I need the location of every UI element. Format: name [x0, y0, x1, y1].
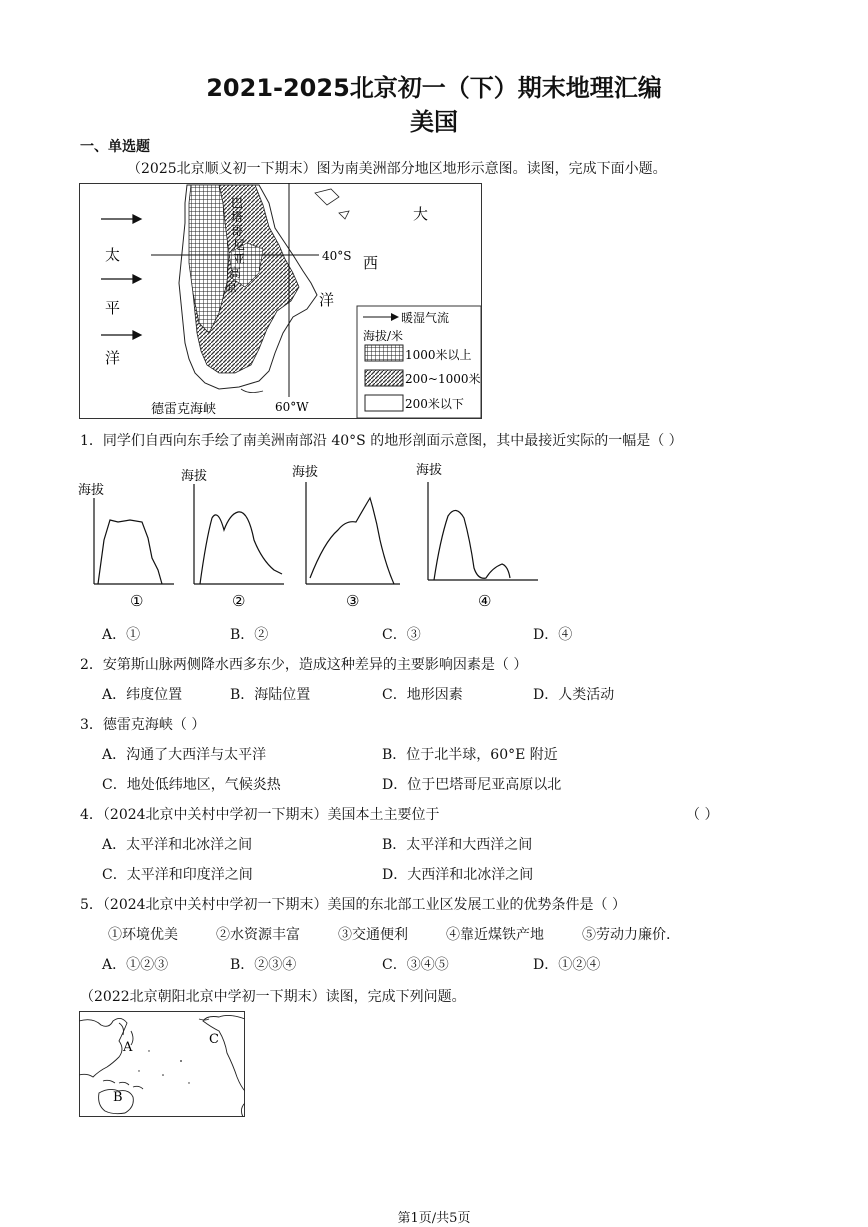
- profile-1-axis: 海拔: [78, 483, 105, 498]
- q3-option-c[interactable]: C．地处低纬地区，气候炎热: [102, 777, 281, 793]
- doc-subtitle: 美国: [410, 108, 458, 136]
- q5-condition-5: ⑤劳动力廉价.: [582, 927, 671, 943]
- pacific-char-1: 太: [105, 246, 121, 264]
- profile-3-axis: 海拔: [292, 465, 319, 480]
- q4-stem: 4．（2024北京中关村中学初一下期末）美国本土主要位于: [80, 807, 440, 823]
- q2-option-a[interactable]: A．纬度位置: [102, 687, 183, 703]
- profile-2-axis: 海拔: [181, 469, 208, 484]
- map2-label-b: B: [113, 1090, 123, 1105]
- profile-1-num: ①: [130, 592, 144, 610]
- legend-flow: 暖湿气流: [401, 311, 450, 325]
- legend-item-mid: 200~1000米: [405, 372, 481, 386]
- profile-1: [94, 498, 174, 584]
- legend-heading: 海拔/米: [363, 329, 404, 343]
- q3-option-b[interactable]: B．位于北半球，60°E 附近: [382, 747, 558, 763]
- page-footer: 第1页/共5页: [397, 1211, 471, 1226]
- q1-option-a[interactable]: A．①: [102, 627, 141, 643]
- q4-option-d[interactable]: D．大西洋和北冰洋之间: [382, 867, 534, 883]
- q1-option-c[interactable]: C．③: [382, 627, 421, 643]
- legend-item-high: 1000米以上: [405, 348, 472, 362]
- pacific-map: [79, 1011, 245, 1117]
- q5-option-c[interactable]: C．③④⑤: [382, 957, 449, 973]
- svg-text:原: 原: [225, 280, 238, 294]
- section-heading: 一、单选题: [80, 139, 150, 155]
- q5-option-d[interactable]: D．①②④: [533, 957, 601, 973]
- svg-text:哥: 哥: [231, 224, 244, 238]
- q4-option-a[interactable]: A．太平洋和北冰洋之间: [102, 837, 253, 853]
- pacific-char-3: 洋: [105, 349, 121, 367]
- profile-4: [428, 482, 538, 580]
- q1-option-d[interactable]: D．④: [533, 627, 573, 643]
- legend-item-low: 200米以下: [405, 397, 464, 411]
- q1-stem: 1．同学们自西向东手绘了南美洲南部沿 40°S 的地形剖面示意图，其中最接近实际的一幅是（ ）: [80, 433, 683, 449]
- map-legend: [357, 306, 481, 418]
- q5-option-b[interactable]: B．②③④: [230, 957, 297, 973]
- q2-option-d[interactable]: D．人类活动: [533, 687, 615, 703]
- svg-text:亚: 亚: [233, 252, 246, 266]
- profile-2: [194, 484, 284, 584]
- q2-stem: 2．安第斯山脉两侧降水西多东少，造成这种差异的主要影响因素是（ ）: [80, 657, 528, 673]
- svg-text:尼: 尼: [233, 238, 246, 252]
- pacific-char-2: 平: [105, 299, 121, 317]
- atlantic-char-3: 洋: [319, 291, 335, 309]
- svg-text:巴: 巴: [231, 196, 244, 210]
- svg-text:塔: 塔: [231, 210, 244, 224]
- map2-label-a: A: [123, 1040, 133, 1055]
- profile-4-num: ④: [478, 592, 492, 610]
- profile-3-num: ③: [346, 592, 360, 610]
- q2-option-b[interactable]: B．海陆位置: [230, 687, 311, 703]
- profile-4-axis: 海拔: [416, 463, 443, 478]
- q3-stem: 3．德雷克海峡（ ）: [80, 717, 206, 733]
- lat-40s-label: 40°S: [322, 249, 352, 263]
- q5-condition-4: ④靠近煤铁产地: [446, 927, 544, 943]
- doc-title: 2021-2025北京初一（下）期末地理汇编: [206, 74, 662, 102]
- lon-60w-label: 60°W: [275, 400, 309, 414]
- atlantic-char-1: 大: [413, 205, 429, 223]
- atlantic-char-2: 西: [363, 254, 379, 272]
- intro-1: （2025北京顺义初一下期末）图为南美洲部分地区地形示意图。读图，完成下面小题。: [127, 161, 667, 177]
- profile-3: [306, 482, 400, 584]
- q5-condition-2: ②水资源丰富: [216, 927, 300, 943]
- drake-passage-label: 德雷克海峡: [151, 402, 217, 417]
- profile-2-num: ②: [232, 592, 246, 610]
- q4-answer-paren: （ ）: [686, 807, 719, 823]
- q5-condition-1: ①环境优美: [108, 927, 178, 943]
- svg-text:高: 高: [229, 266, 242, 280]
- q1-option-b[interactable]: B．②: [230, 627, 269, 643]
- profile-diagrams: [78, 460, 548, 612]
- q3-option-d[interactable]: D．位于巴塔哥尼亚高原以北: [382, 777, 562, 793]
- q5-stem: 5．（2024北京中关村中学初一下期末）美国的东北部工业区发展工业的优势条件是（ ）: [80, 897, 626, 913]
- q4-option-c[interactable]: C．太平洋和印度洋之间: [102, 867, 253, 883]
- q3-option-a[interactable]: A．沟通了大西洋与太平洋: [102, 747, 267, 763]
- map2-label-c: C: [209, 1032, 219, 1047]
- q5-option-a[interactable]: A．①②③: [102, 957, 169, 973]
- q4-option-b[interactable]: B．太平洋和大西洋之间: [382, 837, 533, 853]
- q2-option-c[interactable]: C．地形因素: [382, 687, 463, 703]
- q5-condition-3: ③交通便利: [338, 927, 408, 943]
- intro-2: （2022北京朝阳北京中学初一下期末）读图，完成下列问题。: [80, 989, 466, 1005]
- south-america-terrain-map: [79, 183, 482, 419]
